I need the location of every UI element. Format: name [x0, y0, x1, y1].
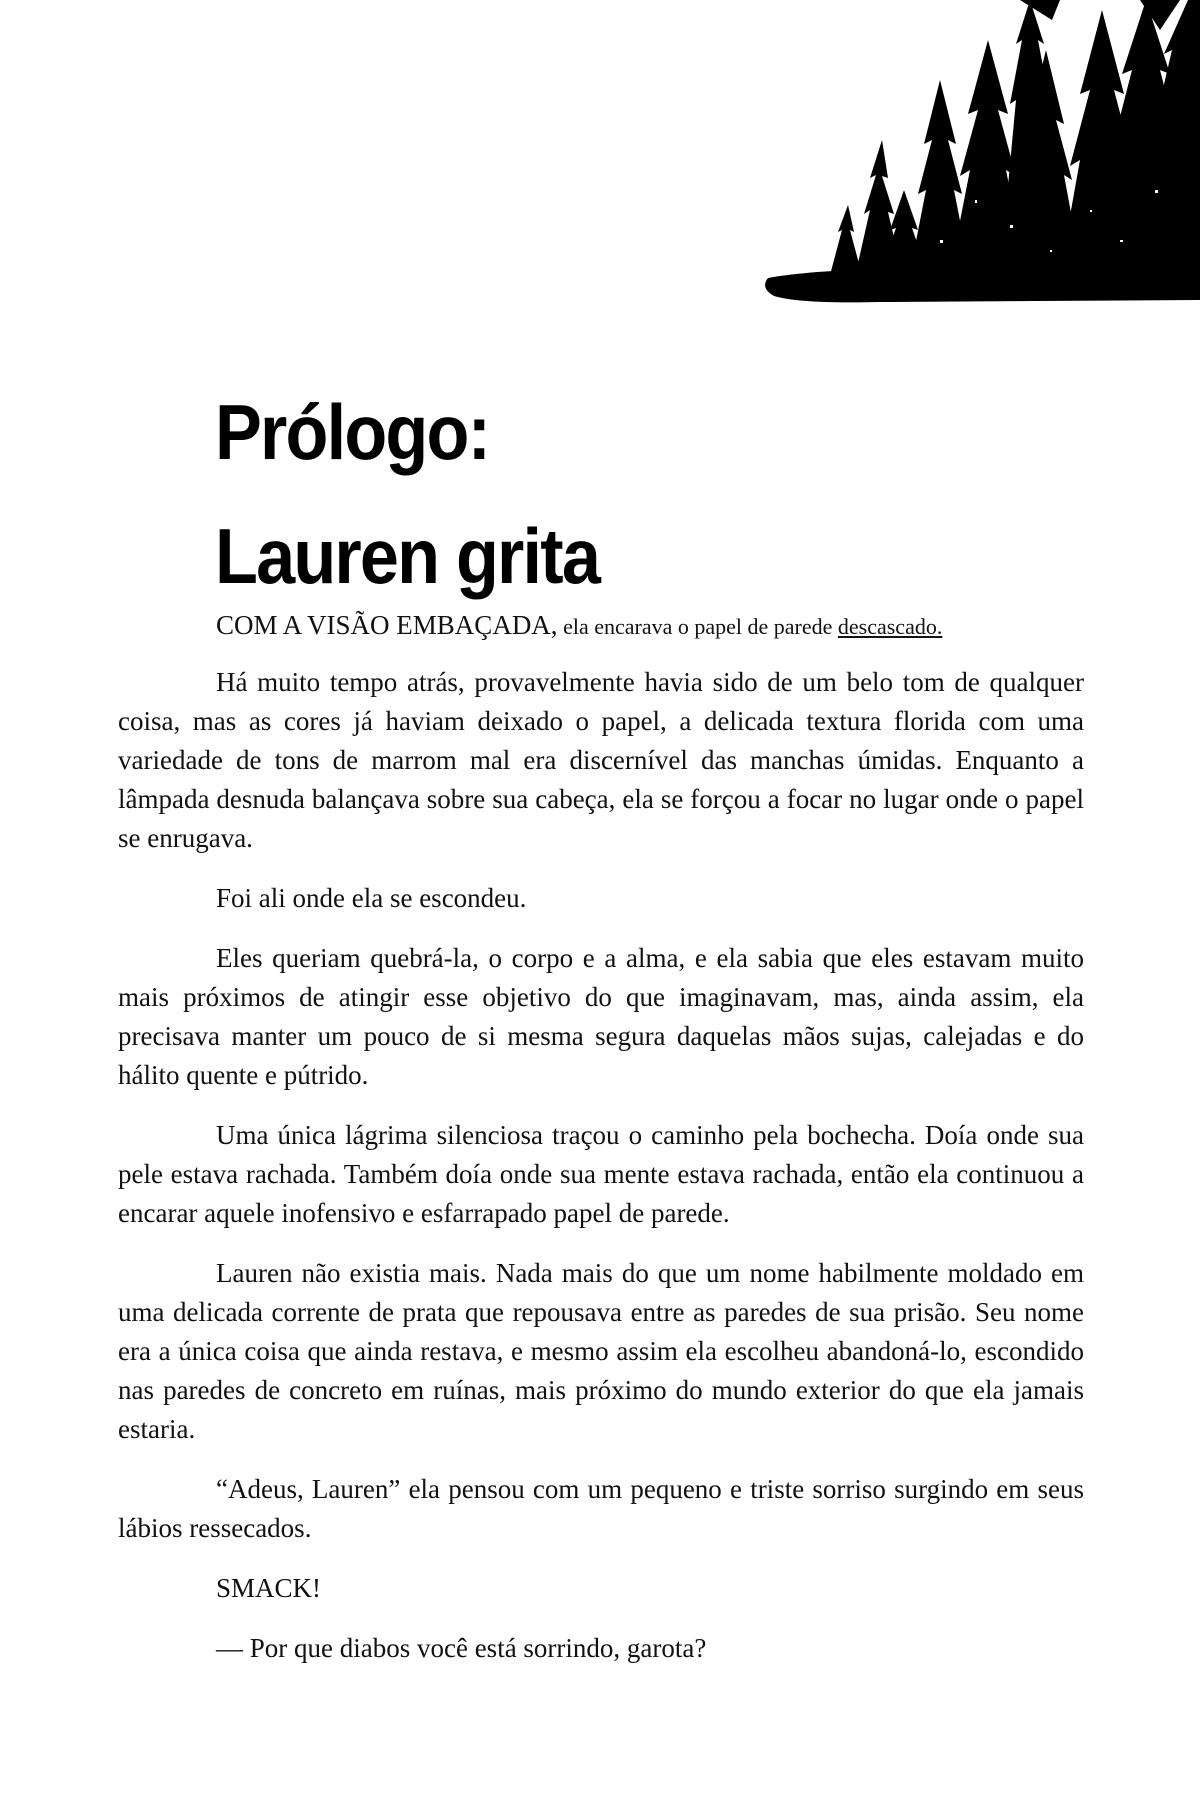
paragraph: “Adeus, Lauren” ela pensou com um pequeno e triste sorriso surgindo em seus lábios ressecados. — [118, 1474, 1084, 1543]
paragraph: Eles queriam quebrá-la, o corpo e a alma, e ela sabia que eles estavam muito mais próximos de atingir esse objetivo do que imaginavam, mas, ainda assim, ela precisava manter um pouco de si mesma segura daquelas mãos sujas, calejadas e do hálito quente e pútrido. — [118, 943, 1084, 1090]
paragraph: Uma única lágrima silenciosa traçou o caminho pela bochecha. Doía onde sua pele estava rachada. Também doía onde sua mente estava rachada, então ela continuou a encarar aquele inofensivo e esfarrapado papel de parede. — [118, 1120, 1084, 1228]
pine-forest-illustration — [760, 0, 1200, 310]
paragraph: Há muito tempo atrás, provavelmente havia sido de um belo tom de qualquer coisa, mas as cores já haviam deixado o papel, a delicada textura florida com uma variedade de tons de marrom mal era discernível das manchas úmidas. Enquanto a lâmpada desnuda balançava sobre sua cabeça, ela se forçou a focar no lugar onde o papel se enrugava. — [118, 667, 1084, 853]
opening-underlined-word: descascado. — [837, 614, 943, 639]
chapter-title — [215, 370, 935, 618]
opening-rest: ela encarava o papel de parede — [557, 614, 838, 639]
paragraph: — Por que diabos você está sorrindo, garota? — [216, 1633, 707, 1663]
paragraph: SMACK! — [216, 1573, 322, 1603]
paragraph: Lauren não existia mais. Nada mais do que um nome habilmente moldado em uma delicada corrente de prata que repousava entre as paredes de sua prisão. Seu nome era a única coisa que ainda restava, e mesmo assim ela escolheu abandoná-lo, escondido nas paredes de concreto em ruínas, mais próximo do mundo exterior do que ela jamais estaria. — [118, 1258, 1084, 1444]
paragraph: Foi ali onde ela se escondeu. — [216, 883, 527, 913]
chapter-title-line-1: Prólogo: — [215, 388, 490, 476]
chapter-title-line-2: Lauren grita — [215, 512, 600, 600]
opening-small-caps: COM A VISÃO EMBAÇADA, — [216, 610, 558, 640]
body-text — [118, 606, 1084, 1689]
opening-line — [118, 606, 1084, 646]
